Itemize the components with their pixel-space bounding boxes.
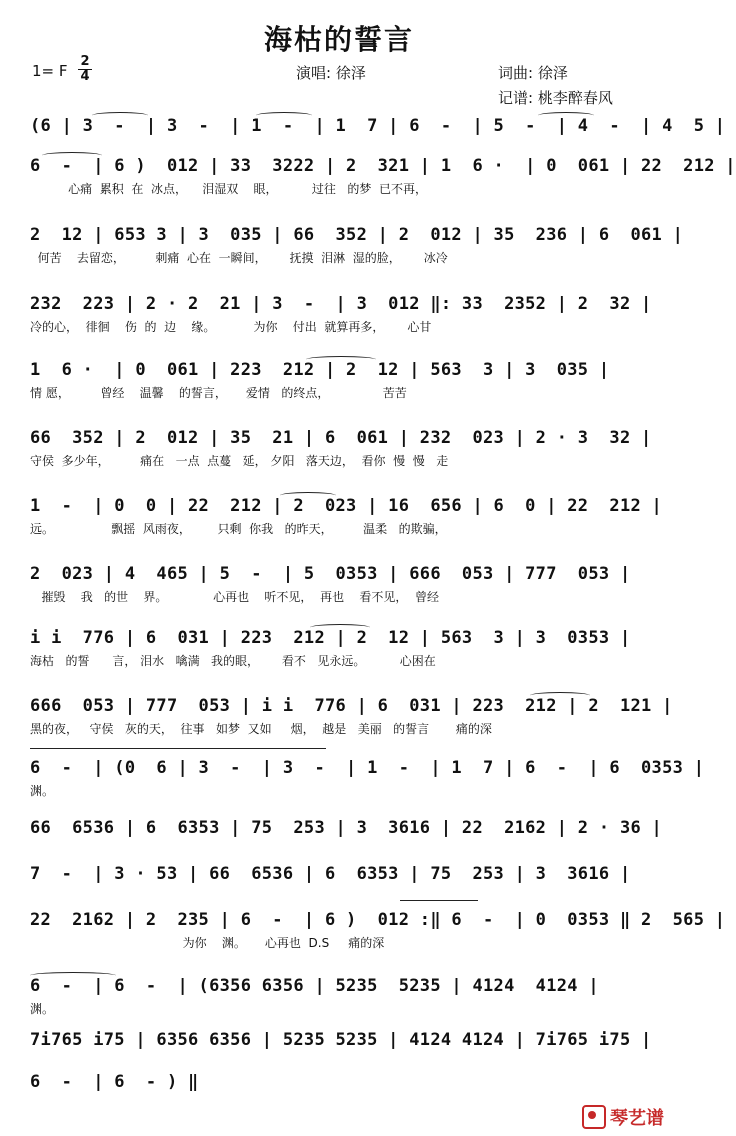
notation-line: 232 223 | 2 · 2 21 | 3 - | 3 012 ‖: 33 2352 | 2 32 |: [30, 294, 652, 314]
notation-line: 22 2162 | 2 235 | 6 - | 6 ) 012 :‖ 6 - | 0 0353 ‖ 2 565 |: [30, 910, 726, 930]
time-signature-top: 2: [80, 54, 90, 69]
notation-line: 2 023 | 4 465 | 5 - | 5 0353 | 666 053 | 777 053 |: [30, 564, 631, 584]
notation-line: 7i765 i75 | 6356 6356 | 5235 5235 | 4124 4124 | 7i765 i75 |: [30, 1030, 652, 1050]
notation-line: 6 - | 6 ) 012 | 33 3222 | 2 321 | 1 6 · | 0 061 | 22 212 |: [30, 156, 736, 176]
notation-line: 1 6 · | 0 061 | 223 212 | 2 12 | 563 3 | 3 035 |: [30, 360, 610, 380]
notation-line: (6 | 3 - | 3 - | 1 - | 1 7 | 6 - | 5 - | 4 - | 4 5 |: [30, 116, 726, 136]
notation-line: 6 - | 6 - ) ‖: [30, 1072, 199, 1092]
notation-line: 1 - | 0 0 | 22 212 | 2 023 | 16 656 | 6 0 | 22 212 |: [30, 496, 663, 516]
lyrics-line: 何苦 去留恋， 刺痛 心在 一瞬间， 抚摸 泪淋 湿的脸， 冰冷: [30, 251, 448, 265]
lyrics-line: 摧毁 我 的世 界。 心再也 听不见， 再也 看不见， 曾经: [30, 590, 439, 604]
notation-line: 666 053 | 777 053 | i i 776 | 6 031 | 223 212 | 2 121 |: [30, 696, 673, 716]
notation-line: 66 352 | 2 012 | 35 21 | 6 061 | 232 023 | 2 · 3 32 |: [30, 428, 652, 448]
notation-line: 6 - | (0 6 | 3 - | 3 - | 1 - | 1 7 | 6 - | 6 0353 |: [30, 758, 705, 778]
watermark-text: 琴艺谱: [610, 1108, 664, 1129]
notation-line: 6 - | 6 - | (6356 6356 | 5235 5235 | 4124 4124 |: [30, 976, 599, 996]
lyrics-line: 黑的夜， 守侯 灰的天， 往事 如梦 又如 烟， 越是 美丽 的誓言 痛的深: [30, 722, 492, 736]
volta-bracket: [30, 748, 326, 755]
lyrics-line: 情 愿， 曾经 温馨 的誓言， 爱情 的终点， 苦苦: [30, 386, 407, 400]
key-signature: 1= F: [32, 62, 68, 80]
lyrics-line: 远。 飘摇 风雨夜， 只剩 你我 的昨天， 温柔 的欺骗，: [30, 522, 447, 536]
singer-credit: 演唱: 徐泽: [296, 64, 366, 82]
lyrics-line: 海枯 的誓 言， 泪水 噙满 我的眼， 看不 见永远。 心困在: [30, 654, 436, 668]
time-signature-bottom: 4: [80, 69, 90, 84]
lyrics-line: 守侯 多少年， 痛在 一点 点蔓 延， 夕阳 落天边， 看你 慢 慢 走: [30, 454, 449, 468]
notation-line: 2 12 | 653 3 | 3 035 | 66 352 | 2 012 | 35 236 | 6 061 |: [30, 225, 684, 245]
volta-bracket: [400, 900, 478, 907]
lyrics-line: 渊。: [30, 1002, 55, 1016]
lyrics-line: 冷的心， 徘徊 伤 的 边 缘。 为你 付出 就算再多， 心甘: [30, 320, 432, 334]
site-watermark: [582, 1104, 664, 1130]
song-title: 海枯的誓言: [263, 23, 414, 56]
time-signature: [78, 56, 92, 83]
lyrics-line: 心痛 累积 在 冰点， 泪湿双 眼， 过往 的梦 已不再，: [30, 182, 427, 196]
watermark-logo-icon: [582, 1105, 606, 1129]
composer-credit: 词曲: 徐泽: [498, 64, 568, 82]
notation-line: i i 776 | 6 031 | 223 212 | 2 12 | 563 3 | 3 0353 |: [30, 628, 631, 648]
notation-line: 66 6536 | 6 6353 | 75 253 | 3 3616 | 22 2162 | 2 · 36 |: [30, 818, 663, 838]
lyrics-line: 为你 渊。 心再也 D.S 痛的深: [30, 936, 385, 950]
lyrics-line: 渊。: [30, 784, 55, 798]
notation-line: 7 - | 3 · 53 | 66 6536 | 6 6353 | 75 253 | 3 3616 |: [30, 864, 631, 884]
arranger-credit: 记谱: 桃李醉春风: [498, 89, 613, 107]
